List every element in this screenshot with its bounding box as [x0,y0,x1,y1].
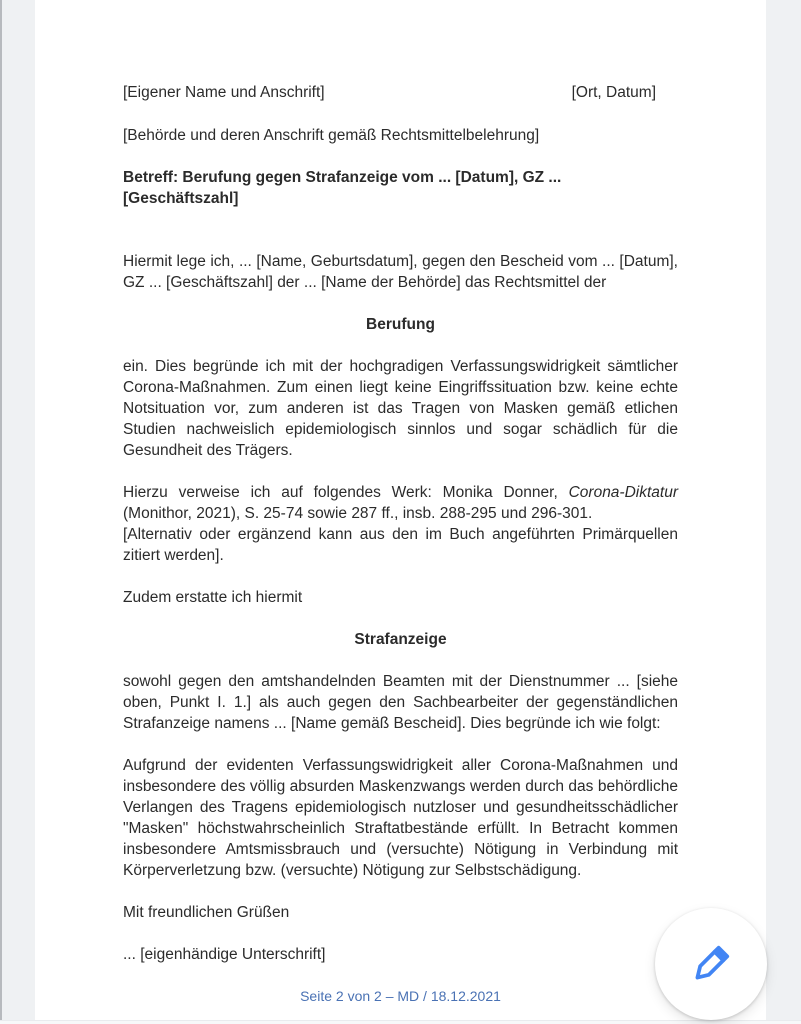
edit-fab-button[interactable] [655,908,767,1020]
reasoning-paragraph: Aufgrund der evidenten Verfassungswidrigkeit aller Corona-Maßnahmen und insbesondere des völlig absurden Maskenzwangs werden durch das behördliche Verlangen des Tragens epidemiologisch nutzloser und gesundheitsschädlicher "Masken" höchstwahrscheinlich Straftatbestände erfüllt. In Betracht kommen insbesondere Amtsmissbrauch und (versuchte) Nötigung in Verbindung mit Körperverletzung bzw. (versuchte) Nötigung zur Selbstschädigung. [123,757,678,879]
heading-berufung: Berufung [366,316,435,333]
closing-line: Mit freundlichen Grüßen [123,904,290,921]
heading-strafanzeige: Strafanzeige [354,631,447,648]
reference-text-post: (Monithor, 2021), S. 25-74 sowie 287 ff., insb. 288-295 und 296-301. [123,505,593,522]
subject-line: Betreff: Berufung gegen Strafanzeige vom ... [Datum], GZ ... [Geschäftszahl] [123,169,562,207]
place-date-placeholder: [Ort, Datum] [571,84,656,101]
grounds-paragraph: ein. Dies begründe ich mit der hochgradigen Verfassungswidrigkeit sämtlicher Corona-Maßnahmen. Zum einen liegt keine Eingriffssituation bzw. keine echte Notsituation vor, zum anderen ist das Tragen von Masken gemäß etlichen Studien nachweislich epidemiologisch sinnlos und sogar schädlich für die Gesundheit des Trägers. [123,358,678,459]
letter-content [123,0,678,1007]
reference-paragraph [123,482,678,524]
viewer-bottom-strip [0,1020,801,1024]
authority-line: [Behörde und deren Anschrift gemäß Rechtsmittelbelehrung] [123,127,540,144]
address-row [123,82,678,103]
reference-note: [Alternativ oder ergänzend kann aus den im Buch angeführten Primärquellen zitiert werden]. [123,526,678,564]
sender-placeholder: [Eigener Name und Anschrift] [123,84,325,101]
zudem-line: Zudem erstatte ich hiermit [123,589,303,606]
pencil-icon [687,940,735,988]
document-page [35,0,766,1020]
signature-placeholder: ... [eigenhändige Unterschrift] [123,946,326,963]
viewer-left-edge [0,0,2,1024]
intro-paragraph: Hiermit lege ich, ... [Name, Geburtsdatum], gegen den Bescheid vom ... [Datum], GZ ... [Geschäftszahl] der ... [Name der Behörde] das Rechtsmittel der [123,253,678,291]
page-footer: Seite 2 von 2 – MD / 18.12.2021 [300,988,501,1004]
reference-text-pre: Hierzu verweise ich auf folgendes Werk: Monika Donner, [123,484,569,501]
against-paragraph: sowohl gegen den amtshandelnden Beamten mit der Dienstnummer ... [siehe oben, Punkt I. 1.] als auch gegen den Sachbearbeiter der gegenständlichen Strafanzeige namens ... [Name gemäß Bescheid]. Dies begründe ich wie folgt: [123,673,678,732]
reference-book-title: Corona-Diktatur [568,484,678,501]
